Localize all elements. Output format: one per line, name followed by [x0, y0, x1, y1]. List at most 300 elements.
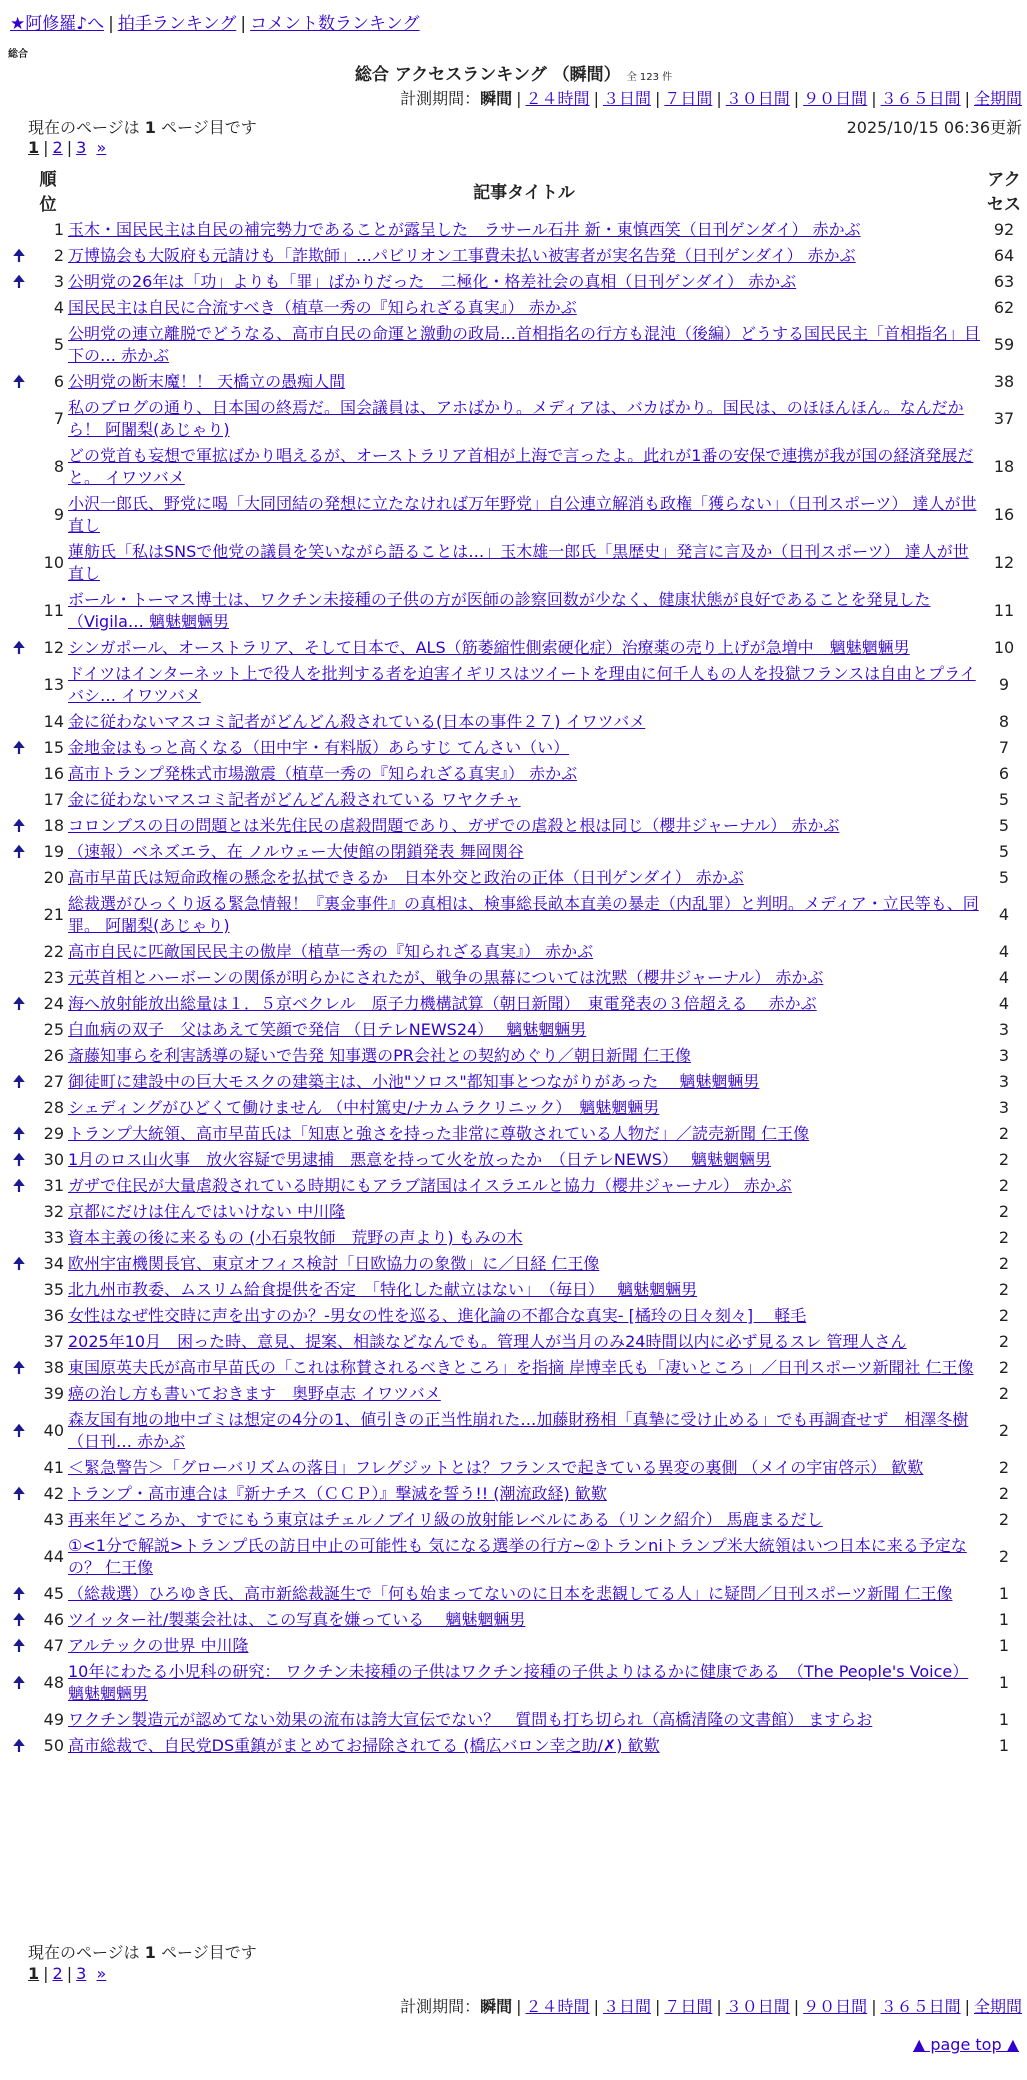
up-arrow-icon: 🠉 [12, 1584, 26, 1603]
applause-ranking-link[interactable]: 拍手ランキング [117, 14, 237, 34]
title-cell [66, 1733, 982, 1759]
period-option-24h[interactable]: ２４時間 [525, 1997, 590, 2016]
table-row [8, 1251, 1026, 1277]
rank-number: 45 [43, 1584, 64, 1603]
access-count: 1 [998, 1584, 1010, 1603]
article-title-link[interactable]: ガザで住民が大量虐殺されている時期にもアラブ諸国はイスラエルと協力（櫻井ジャーナル） 赤かぶ [68, 1176, 792, 1195]
period-separator: | [871, 89, 877, 108]
table-row [8, 1043, 1026, 1069]
table-row [8, 1017, 1026, 1043]
arrow-cell [8, 1199, 30, 1225]
article-title-link[interactable]: ＜緊急警告＞「グローバリズムの落日」フレグジットとは？フランスで起きている異変の裏側 （メイの宇宙啓示） 歓歎 [68, 1458, 924, 1477]
article-title-link[interactable]: 1月のロス山火事 放火容疑で男逮捕 悪意を持って火を放ったか （日テレNEWS） 魑魅魍魎男 [68, 1150, 772, 1169]
access-header: アクセス [987, 170, 1021, 215]
access-count: 5 [998, 816, 1010, 835]
article-title-link[interactable]: （総裁選）ひろゆき氏、高市新総裁誕生で「何も始まってないのに日本を悲観してる人」に疑問／日刊スポーツ新聞 仁王像 [68, 1584, 953, 1603]
table-row [8, 1633, 1026, 1659]
period-option-24h[interactable]: ２４時間 [525, 89, 590, 108]
access-count: 2 [998, 1358, 1010, 1377]
period-option-30d[interactable]: ３０日間 [725, 1997, 790, 2016]
period-option-90d[interactable]: ９０日間 [803, 1997, 868, 2016]
period-option-90d[interactable]: ９０日間 [803, 89, 868, 108]
pager-page-3[interactable]: 3 [76, 1964, 87, 1983]
article-title-link[interactable]: 高市自民に匹敵国民民主の傲岸（植草一秀の『知られざる真実』） 赤かぶ [68, 942, 594, 961]
title-cell [66, 1069, 982, 1095]
table-row [8, 369, 1026, 395]
table-row [8, 491, 1026, 539]
title-cell [66, 1581, 982, 1607]
article-title-link[interactable]: アルテックの世界 中川隆 [68, 1636, 249, 1655]
table-row [8, 269, 1026, 295]
rank-header: 順位 [39, 170, 57, 215]
access-count: 2 [998, 1228, 1010, 1247]
article-title-link[interactable]: ①<1分で解説>トランプ氏の訪日中止の可能性も 気になる選挙の行方~②トランniトランプ米大統領はいつ日本に来る予定なの？ 仁王像 [68, 1536, 967, 1577]
page-top-link[interactable]: ▲ page top ▲ [912, 2035, 1019, 2054]
period-option-all[interactable]: 全期間 [973, 1997, 1022, 2016]
access-count: 2 [998, 1421, 1010, 1440]
table-row [8, 321, 1026, 369]
table-row [8, 709, 1026, 735]
arrow-cell [8, 709, 30, 735]
up-arrow-icon: 🠉 [12, 1484, 26, 1503]
rank-number: 39 [43, 1384, 64, 1403]
article-title-link[interactable]: 蓮舫氏「私はSNSで他党の議員を笑いながら語ることは…」玉木雄一郎氏「黒歴史」発言に言及か（日刊スポーツ） 達人が世直し [68, 542, 969, 583]
access-count: 10 [993, 638, 1015, 657]
article-title-link[interactable]: 女性はなぜ性交時に声を出すのか？-男女の性を巡る、進化論の不都合な真実- [橘玲の日々刻々] 軽毛 [68, 1306, 807, 1325]
arrow-cell [8, 1225, 30, 1251]
title-cell [66, 891, 982, 939]
rank-number: 50 [43, 1736, 64, 1755]
pager-separator: | [66, 1964, 73, 1983]
period-option-3d[interactable]: ３日間 [602, 1997, 651, 2016]
article-title-link[interactable]: 斎藤知事らを利害誘導の疑いで告発 知事選のPR会社との契約めぐり／朝日新聞 仁王像 [68, 1046, 691, 1065]
article-title-link[interactable]: 金地金はもっと高くなる（田中宇・有料版）あらすじ てんさい（い） [68, 738, 570, 757]
ranking-body [8, 217, 1026, 1759]
title-cell [66, 1043, 982, 1069]
access-count: 2 [998, 1306, 1010, 1325]
arrow-cell [8, 491, 30, 539]
access-count: 59 [993, 335, 1015, 354]
period-option-30d[interactable]: ３０日間 [725, 89, 790, 108]
access-count: 2 [998, 1280, 1010, 1299]
rank-number: 44 [43, 1547, 64, 1566]
rank-number: 16 [43, 764, 64, 783]
title-cell [66, 1659, 982, 1707]
rank-number: 24 [43, 994, 64, 1013]
pager-next[interactable]: » [96, 138, 107, 157]
arrow-cell [8, 321, 30, 369]
up-arrow-icon: 🠉 [12, 1072, 26, 1091]
arrow-cell [8, 1507, 30, 1533]
table-row [8, 217, 1026, 243]
pager-next[interactable]: » [96, 1964, 107, 1983]
table-row [8, 1303, 1026, 1329]
article-title-link[interactable]: （速報）ベネズエラ、在 ノルウェー大使館の閉鎖発表 舞岡関谷 [68, 842, 524, 861]
access-count: 3 [998, 1046, 1010, 1065]
comment-ranking-link[interactable]: コメント数ランキング [250, 14, 420, 34]
access-count: 5 [998, 842, 1010, 861]
period-option-7d[interactable]: ７日間 [664, 1997, 713, 2016]
article-title-link[interactable]: ボール・トーマス博士は、ワクチン未接種の子供の方が医師の診察回数が少なく、健康状態が良好であることを発見した（Vigila… 魑魅魍魎男 [68, 590, 931, 631]
access-count: 16 [993, 505, 1015, 524]
table-row [8, 1381, 1026, 1407]
title-cell [66, 939, 982, 965]
table-row [8, 1659, 1026, 1707]
access-count: 92 [993, 220, 1015, 239]
rank-number: 31 [43, 1176, 64, 1195]
rank-number: 32 [43, 1202, 64, 1221]
arrow-cell [8, 1303, 30, 1329]
up-arrow-icon: 🠉 [12, 1358, 26, 1377]
access-count: 18 [993, 457, 1015, 476]
access-count: 4 [998, 942, 1010, 961]
access-count: 37 [993, 409, 1015, 428]
period-option-365d[interactable]: ３６５日間 [880, 89, 961, 108]
access-count: 62 [993, 298, 1015, 317]
title-cell [66, 587, 982, 635]
title-cell [66, 1017, 982, 1043]
table-row [8, 1147, 1026, 1173]
article-title-link[interactable]: 国民民主は自民に合流すべき（植草一秀の『知られざる真実』） 赤かぶ [68, 298, 577, 317]
article-title-link[interactable]: 金に従わないマスコミ記者がどんどん殺されている(日本の事件２７) イワツバメ [68, 712, 646, 731]
title-cell [66, 1507, 982, 1533]
rank-number: 33 [43, 1228, 64, 1247]
page-title: 総合 アクセスランキング （瞬間） [354, 65, 621, 85]
title-cell [66, 839, 982, 865]
article-title-link[interactable]: シェディングがひどくて働けません （中村篤史/ナカムラクリニック） 魑魅魍魎男 [68, 1098, 660, 1117]
table-row [8, 1069, 1026, 1095]
nav-separator: | [240, 14, 247, 34]
title-cell [66, 1329, 982, 1355]
article-title-link[interactable]: どの党首も妄想で軍拡ばかり唱えるが、オーストラリア首相が上海で言ったよ。此れが1番の安保で連携が我が国の経済発展だと。 イワツバメ [68, 446, 974, 487]
title-cell [66, 865, 982, 891]
rank-number: 43 [43, 1510, 64, 1529]
access-count: 11 [993, 601, 1015, 620]
up-arrow-icon: 🠉 [12, 1673, 26, 1692]
current-page-suffix: ページ目です [155, 1943, 257, 1962]
access-count: 1 [998, 1673, 1010, 1692]
rank-number: 47 [43, 1636, 64, 1655]
table-row [8, 1225, 1026, 1251]
table-row [8, 1173, 1026, 1199]
article-title-link[interactable]: 東国原英夫氏が高市早苗氏の「これは称賛されるべきところ」を指摘 岸博幸氏も「凄いところ」／日刊スポーツ新聞社 仁王像 [68, 1358, 974, 1377]
article-title-link[interactable]: ワクチン製造元が認めてない効果の流布は誇大宣伝でない？ 質問も打ち切られ（高橋清隆の文書館） ますらお [68, 1710, 873, 1729]
article-title-link[interactable]: トランプ・高市連合は『新ナチス（ＣＣＰ）』撃滅を誓う!! (潮流政経) 歓歎 [68, 1484, 607, 1503]
access-count: 2 [998, 1547, 1010, 1566]
rank-number: 4 [53, 298, 64, 317]
title-cell [66, 217, 982, 243]
title-cell [66, 295, 982, 321]
current-page-text-top [28, 115, 257, 138]
period-separator: | [964, 89, 970, 108]
table-row [8, 243, 1026, 269]
access-count: 1 [998, 1710, 1010, 1729]
arrow-cell [8, 295, 30, 321]
pager-current: 1 [28, 138, 40, 157]
article-title-link[interactable]: 公明党の26年は「功」よりも「罪」ばかりだった 二極化・格差社会の真相（日刊ゲンダイ） 赤かぶ [68, 272, 797, 291]
period-selector-top [400, 86, 1022, 109]
arrow-cell [8, 217, 30, 243]
title-cell [66, 991, 982, 1017]
table-header-row [8, 163, 1026, 217]
article-title-link[interactable]: ドイツはインターネット上で役人を批判する者を迫害イギリスはツイートを理由に何千人もの人を投獄フランスは自由とプライバシ… イワツバメ [68, 664, 976, 705]
rank-number: 19 [43, 842, 64, 861]
table-row [8, 1733, 1026, 1759]
rank-number: 13 [43, 675, 64, 694]
table-row [8, 539, 1026, 587]
arrow-cell [8, 939, 30, 965]
article-title-link[interactable]: 再来年どころか、すでにもう東京はチェルノブイリ級の放射能レベルにある（リンク紹介） 馬鹿まるだし [68, 1510, 823, 1529]
rank-number: 23 [43, 968, 64, 987]
period-separator: | [793, 89, 800, 108]
title-cell [66, 491, 982, 539]
title-cell [66, 1251, 982, 1277]
arrow-cell [8, 443, 30, 491]
access-count: 6 [998, 764, 1010, 783]
total-count: 全 123 件 [626, 72, 673, 83]
access-count: 3 [998, 1098, 1010, 1117]
period-label: 計測期間： [400, 1997, 481, 2016]
rank-number: 25 [43, 1020, 64, 1039]
access-count: 63 [993, 272, 1015, 291]
title-cell [66, 1303, 982, 1329]
arrow-cell [8, 1455, 30, 1481]
period-separator: | [716, 89, 722, 108]
title-cell [66, 709, 982, 735]
up-arrow-icon: 🠉 [12, 246, 26, 265]
table-row [8, 965, 1026, 991]
table-row [8, 839, 1026, 865]
article-title-link[interactable]: 金に従わないマスコミ記者がどんどん殺されている ワヤクチャ [68, 790, 521, 809]
title-cell [66, 1095, 982, 1121]
article-title-link[interactable]: 白血病の双子 父はあえて笑顔で発信 （日テレNEWS24） 魑魅魍魎男 [68, 1020, 587, 1039]
arrow-cell [8, 395, 30, 443]
article-title-link[interactable]: 総裁選がひっくり返る緊急情報！『裏金事件』の真相は、検事総長畝本直美の暴走（内乱罪）と判明。メディア・立民等も、同罪。 阿闍梨(あじゃり) [68, 894, 979, 935]
article-title-link[interactable]: 公明党の断末魔！！ 天橋立の愚痴人間 [68, 372, 346, 391]
table-row [8, 761, 1026, 787]
article-title-link[interactable]: ツイッター社/製薬会社は、この写真を嫌っている 魑魅魍魎男 [68, 1610, 526, 1629]
period-option-all[interactable]: 全期間 [973, 89, 1022, 108]
rank-number: 12 [43, 638, 64, 657]
rank-number: 29 [43, 1124, 64, 1143]
table-row [8, 443, 1026, 491]
arrow-cell [8, 1381, 30, 1407]
table-row [8, 1607, 1026, 1633]
pager-top [28, 138, 106, 157]
ranking-table [8, 163, 1026, 1759]
updated-timestamp: 2025/10/15 06:36更新 [846, 118, 1022, 137]
pager-page-3[interactable]: 3 [76, 138, 87, 157]
arrow-cell [8, 1329, 30, 1355]
title-cell [66, 1407, 982, 1455]
title-cell [66, 1455, 982, 1481]
title-cell [66, 1633, 982, 1659]
access-count: 2 [998, 1510, 1010, 1529]
table-row [8, 661, 1026, 709]
arrow-cell [8, 1277, 30, 1303]
period-current: 瞬間 [480, 89, 513, 108]
table-row [8, 891, 1026, 939]
arrow-cell [8, 1533, 30, 1581]
up-arrow-icon: 🠉 [12, 842, 26, 861]
table-row [8, 1507, 1026, 1533]
period-option-3d[interactable]: ３日間 [602, 89, 651, 108]
up-arrow-icon: 🠉 [12, 1176, 26, 1195]
title-cell [66, 635, 982, 661]
period-separator: | [516, 1997, 522, 2016]
rank-number: 22 [43, 942, 64, 961]
access-count: 1 [998, 1736, 1010, 1755]
pager-separator: | [43, 138, 49, 157]
up-arrow-icon: 🠉 [12, 1610, 26, 1629]
access-count: 2 [998, 1124, 1010, 1143]
article-title-link[interactable]: 癌の治し方も書いておきます 奥野卓志 イワツバメ [68, 1384, 441, 1403]
table-row [8, 1581, 1026, 1607]
top-navigation [10, 9, 420, 34]
pager-page-2[interactable]: 2 [52, 1964, 63, 1983]
table-row [8, 295, 1026, 321]
rank-number: 41 [43, 1458, 64, 1477]
article-title-link[interactable]: 資本主義の後に来るもの (小石泉牧師 荒野の声より) もみの木 [68, 1228, 523, 1247]
period-separator: | [593, 89, 599, 108]
rank-number: 9 [53, 505, 64, 524]
current-page-suffix: ページ目です [155, 118, 257, 137]
rank-number: 7 [53, 409, 64, 428]
title-cell [66, 1607, 982, 1633]
pager-separator: | [66, 138, 73, 157]
article-title-link[interactable]: トランプ大統領、高市早苗氏は「知恵と強さを持った非常に尊敬されている人物だ」／読売新聞 仁王像 [68, 1124, 810, 1143]
access-count: 64 [993, 246, 1015, 265]
access-count: 3 [998, 1072, 1010, 1091]
article-title-link[interactable]: 海へ放射能放出総量は１．５京ベクレル 原子力機構試算（朝日新聞） 東電発表の３倍超える 赤かぶ [68, 994, 817, 1013]
article-title-link[interactable]: 高市早苗氏は短命政権の懸念を払拭できるか 日本外交と政治の正体（日刊ゲンダイ） 赤かぶ [68, 868, 744, 887]
current-page-prefix: 現在のページは [28, 1943, 145, 1962]
article-title-link[interactable]: コロンブスの日の問題とは米先住民の虐殺問題であり、ガザでの虐殺と根は同じ（櫻井ジャーナル） 赤かぶ [68, 816, 840, 835]
rank-number: 42 [43, 1484, 64, 1503]
asyura-home-link[interactable]: ★阿修羅♪へ [10, 14, 105, 34]
article-title-link[interactable]: 高市トランプ発株式市場激震（植草一秀の『知られざる真実』） 赤かぶ [68, 764, 578, 783]
current-page-number: 1 [144, 118, 156, 137]
rank-number: 35 [43, 1280, 64, 1299]
rank-number: 37 [43, 1332, 64, 1351]
access-count: 5 [998, 868, 1010, 887]
article-title-link[interactable]: 公明党の連立離脱でどうなる、高市自民の命運と激動の政局…首相指名の行方も混沌（後編）どうする国民民主「首相指名」目下の… 赤かぶ [68, 324, 981, 365]
up-arrow-icon: 🠉 [12, 994, 26, 1013]
title-cell [66, 269, 982, 295]
title-cell [66, 243, 982, 269]
arrow-cell [8, 1095, 30, 1121]
table-row [8, 1121, 1026, 1147]
title-cell [66, 539, 982, 587]
access-count: 5 [998, 790, 1010, 809]
access-count: 1 [998, 1610, 1010, 1629]
article-title-link[interactable]: シンガポール、オーストラリア、そして日本で、ALS（筋萎縮性側索硬化症）治療薬の売り上げが急増中 魑魅魍魎男 [68, 638, 910, 657]
period-separator: | [871, 1997, 877, 2016]
article-title-link[interactable]: 玉木・国民民主は自民の補完勢力であることが露呈した ラサール石井 新・東慎西笑（日刊ゲンダイ） 赤かぶ [68, 220, 861, 239]
period-separator: | [793, 1997, 800, 2016]
rank-number: 28 [43, 1098, 64, 1117]
arrow-cell [8, 1043, 30, 1069]
rank-number: 11 [43, 601, 64, 620]
rank-number: 38 [43, 1358, 64, 1377]
page-title-block [0, 60, 1027, 85]
arrow-cell [8, 1017, 30, 1043]
title-cell [66, 1225, 982, 1251]
rank-number: 27 [43, 1072, 64, 1091]
period-label: 計測期間： [400, 89, 481, 108]
arrow-cell [8, 761, 30, 787]
rank-number: 20 [43, 868, 64, 887]
title-cell [66, 395, 982, 443]
pager-page-2[interactable]: 2 [52, 138, 63, 157]
rank-number: 2 [53, 246, 64, 265]
period-current: 瞬間 [480, 1997, 513, 2016]
rank-number: 34 [43, 1254, 64, 1273]
article-title-link[interactable]: 高市総裁で、自民党DS重鎮がまとめてお掃除されてる (橋広バロン幸之助/✗) 歓歎 [68, 1736, 660, 1755]
arrow-cell [8, 865, 30, 891]
article-title-link[interactable]: 北九州市教委、ムスリム給食提供を否定 「特化した献立はない」 （毎日） 魑魅魍魎男 [68, 1280, 698, 1299]
table-row [8, 787, 1026, 813]
title-cell [66, 443, 982, 491]
article-title-link[interactable]: 京都にだけは住んではいけない 中川隆 [68, 1202, 346, 1221]
access-count: 2 [998, 1458, 1010, 1477]
article-title-link[interactable]: 2025年10月 困った時、意見、提案、相談などなんでも。管理人が当月のみ24時間以内に必ず見るスレ 管理人さん [68, 1332, 907, 1351]
article-title-link[interactable]: 万博協会も大阪府も元請けも「詐欺師」…パビリオン工事費未払い被害者が実名告発（日刊ゲンダイ） 赤かぶ [68, 246, 856, 265]
period-option-365d[interactable]: ３６５日間 [880, 1997, 961, 2016]
current-page-text-bottom [28, 1940, 257, 1963]
article-title-link[interactable]: 欧州宇宙機関長官、東京オフィス検討「日欧協力の象徴」に／日経 仁王像 [68, 1254, 600, 1273]
table-row [8, 1095, 1026, 1121]
rank-number: 46 [43, 1610, 64, 1629]
period-separator: | [654, 1997, 661, 2016]
arrow-cell [8, 891, 30, 939]
rank-number: 26 [43, 1046, 64, 1065]
article-title-link[interactable]: 私のブログの通り、日本国の終焉だ。国会議員は、アホばかり。メディアは、バカばかり。国民は、のほほんほん。なんだから！ 阿闍梨(あじゃり) [68, 398, 964, 439]
rank-number: 1 [53, 220, 64, 239]
title-cell [66, 661, 982, 709]
period-option-7d[interactable]: ７日間 [664, 89, 713, 108]
access-count: 8 [998, 712, 1010, 731]
table-row [8, 1329, 1026, 1355]
table-row [8, 1407, 1026, 1455]
table-row [8, 1199, 1026, 1225]
up-arrow-icon: 🠉 [12, 638, 26, 657]
arrow-cell [8, 587, 30, 635]
table-row [8, 1481, 1026, 1507]
arrow-header [8, 163, 30, 217]
rank-number: 36 [43, 1306, 64, 1325]
article-title-link[interactable]: 10年にわたる小児科の研究： ワクチン未接種の子供はワクチン接種の子供よりはるかに健康である （The People's Voice） 魑魅魍魎男 [68, 1662, 969, 1703]
title-cell [66, 1533, 982, 1581]
period-separator: | [593, 1997, 599, 2016]
rank-number: 5 [53, 335, 64, 354]
rank-number: 8 [53, 457, 64, 476]
nav-separator: | [108, 14, 114, 34]
title-cell [66, 1707, 982, 1733]
article-title-link[interactable]: 元英首相とハーボーンの関係が明らかにされたが、戦争の黒幕については沈黙（櫻井ジャーナル） 赤かぶ [68, 968, 824, 987]
current-page-number: 1 [144, 1943, 156, 1962]
article-title-link[interactable]: 小沢一郎氏、野党に喝「大同団結の発想に立たなければ万年野党」自公連立解消も政権「獲らない」（日刊スポーツ） 達人が世直し [68, 494, 977, 535]
article-title-link[interactable]: 御徒町に建設中の巨大モスクの建築主は、小池"ソロス"都知事とつながりがあった 魑魅魍魎男 [68, 1072, 760, 1091]
article-title-link[interactable]: 森友国有地の地中ゴミは想定の4分の1、値引きの正当性崩れた…加藤財務相「真摯に受け止める」でも再調査せず 相澤冬樹（日刊… 赤かぶ [68, 1410, 969, 1451]
rank-number: 18 [43, 816, 64, 835]
title-cell [66, 1147, 982, 1173]
title-cell [66, 735, 982, 761]
arrow-cell [8, 661, 30, 709]
access-count: 2 [998, 1332, 1010, 1351]
access-count: 4 [998, 968, 1010, 987]
table-row [8, 1277, 1026, 1303]
